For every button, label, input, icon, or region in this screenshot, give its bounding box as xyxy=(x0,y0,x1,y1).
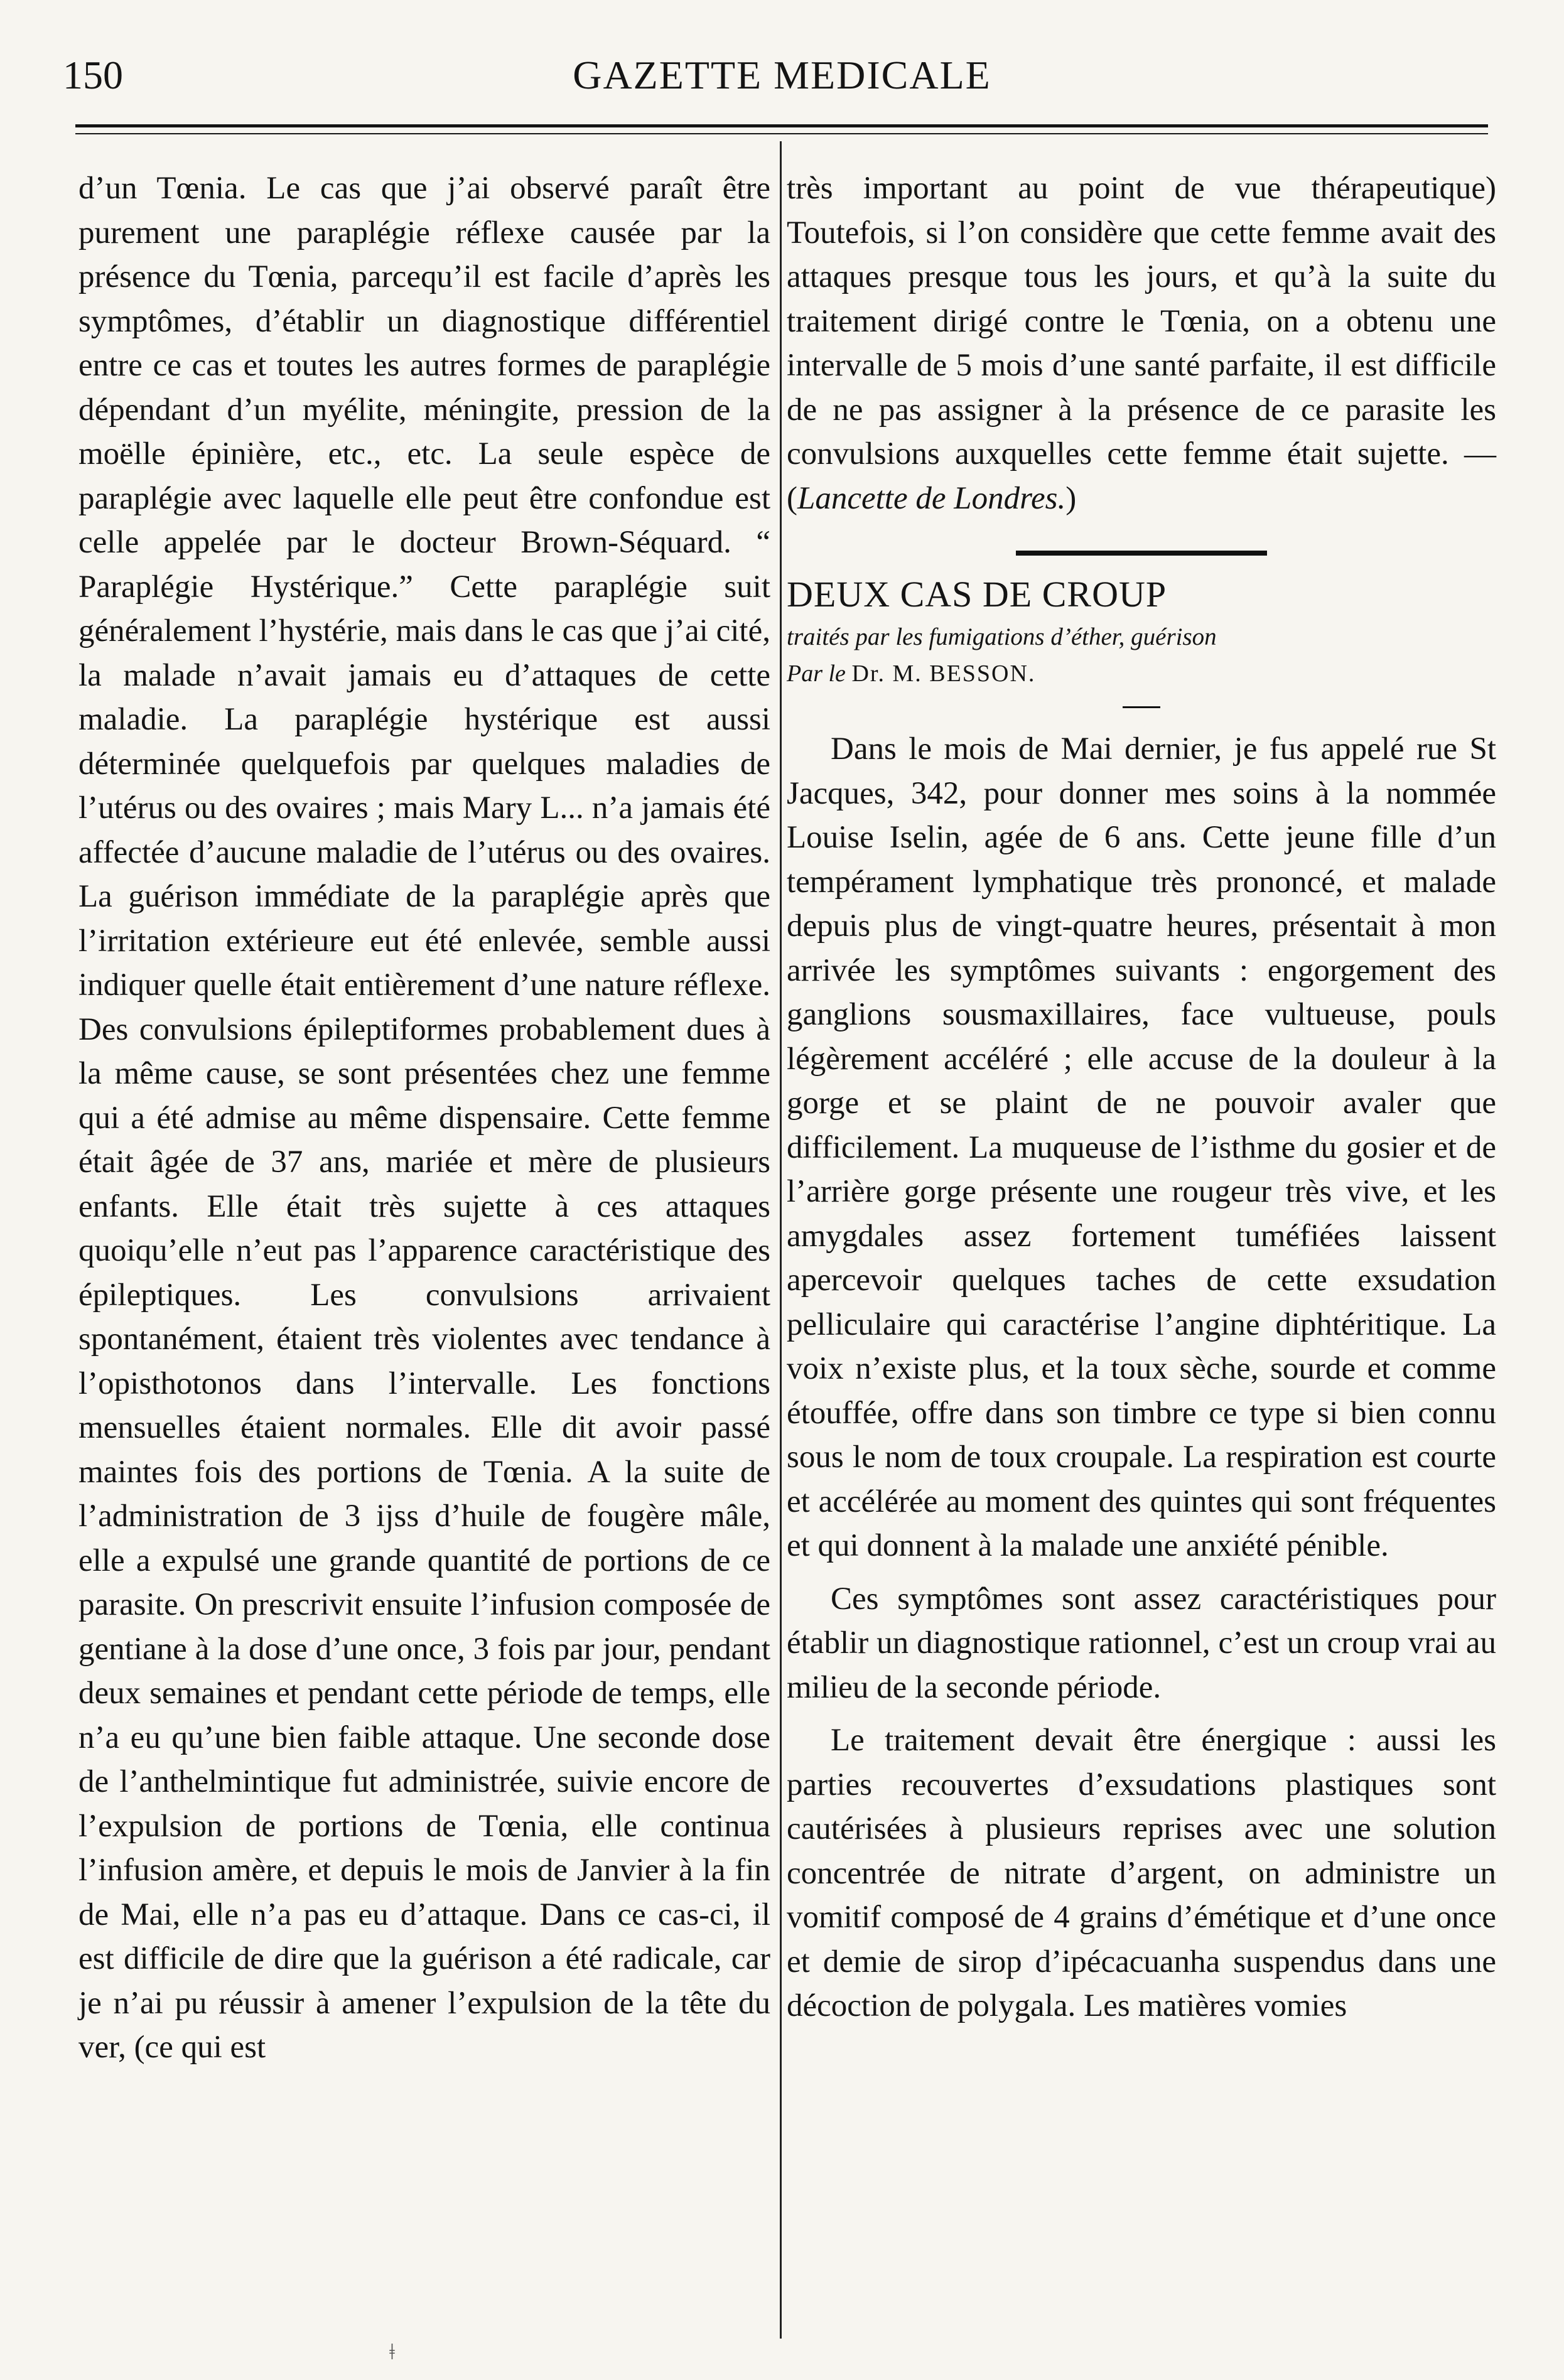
header-rule-thin xyxy=(75,133,1488,134)
article-separator xyxy=(1016,551,1267,556)
citation-close: ) xyxy=(1065,480,1077,516)
stray-print-mark: ǂ xyxy=(389,2339,395,2364)
continuation-text: très important au point de vue thérapeutique) Toutefois, si l’on considère que cette femme avait des attaques presque tous les jours, et qu’à la suite du traitement dirigé contre le Tœnia, on a obtenu une intervalle de 5 mois d’une santé parfaite, il est difficile de ne pas assigner à la présence de ce parasite les convulsions auxquelles cette femme était sujette. — ( xyxy=(787,171,1496,516)
article-author xyxy=(787,655,1496,692)
short-dash xyxy=(1123,706,1160,708)
source-citation: Lancette de Londres. xyxy=(797,480,1066,516)
paragraph-case-description: Dans le mois de Mai dernier, je fus appelé rue St Jacques, 342, pour donner mes soins à la nommée Louise Iselin, agée de 6 ans. Cette jeune fille d’un tempérament lymphatique très prononcé, et malade depuis plus de vingt-quatre heures, présentait à mon arrivée les symptômes suivants : engorgement des ganglions sousmaxillaires, face vultueuse, pouls légèrement accéléré ; elle accuse de la douleur à la gorge et se plaint de ne pouvoir avaler que difficilement. La muqueuse de l’isthme du gosier et de l’arrière gorge présente une rougeur très vive, et les amygdales assez fortement tuméfiées laissent apercevoir quelques taches de cette exsudation pelliculaire qui caractérise l’angine diphtéritique. La voix n’existe plus, et la toux sèche, sourde et comme étouffée, offre dans son timbre ce type si bien connu sous le nom de toux croupale. La respiration est courte et accélérée au moment des quintes qui sont fréquentes et qui donnent à la malade une anxiété pénible. xyxy=(787,731,1496,1563)
right-column xyxy=(787,166,1496,2028)
paragraph-treatment: Le traitement devait être énergique : aussi les parties recouvertes d’exsudations plastiques sont cautérisées à plusieurs reprises avec une solution concentrée de nitrate d’argent, on administre un vomitif composé de 4 grains d’émétique et d’une once et demie de sirop d’ipécacuanha suspendus dans une décoction de polygala. Les matières vomies xyxy=(787,1723,1496,2023)
author-prefix: Par le xyxy=(787,660,846,687)
author-name: Dr. M. BESSON. xyxy=(851,660,1036,687)
left-paragraph: d’un Tœnia. Le cas que j’ai observé paraît être purement une paraplégie réflexe causée par la présence du Tœnia, parcequ’il est facile d’après les symptômes, d’établir un diagnostique différentiel entre ce cas et toutes les autres formes de paraplégie dépendant d’un myélite, méningite, pression de la moëlle épinière, etc., etc. La seule espèce de paraplégie avec laquelle elle peut être confondue est celle appelée par le docteur Brown-Séquard. “ Paraplégie Hystérique.” Cette paraplégie suit généralement l’hystérie, mais dans le cas que j’ai cité, la malade n’avait jamais eu d’attaques de cette maladie. La paraplégie hystérique est aussi déterminée quelquefois par quelques maladies de l’utérus ou des ovaires ; mais Mary L... n’a jamais été affectée d’aucune maladie de l’utérus ou des ovaires. La guérison immédiate de la paraplégie après que l’irritation extérieure eut été enlevée, semble aussi indiquer quelle était entièrement d’une nature réflexe. Des convulsions épileptiformes probablement dues à la même cause, se sont présentées chez une femme qui a été admise au même dispensaire. Cette femme était âgée de 37 ans, mariée et mère de plusieurs enfants. Elle était très sujette à ces attaques quoiqu’elle n’eut pas l’apparence caractéristique des épileptiques. Les convulsions arrivaient spontanément, étaient très violentes avec tendance à l’opisthotonos dans l’intervalle. Les fonctions mensuelles étaient normales. Elle dit avoir passé maintes fois des portions de Tœnia. A la suite de l’administration de 3 ijss d’huile de fougère mâle, elle a expulsé une grande quantité de portions de ce parasite. On prescrivit ensuite l’infusion composée de gentiane à la dose d’une once, 3 fois par jour, pendant deux semaines et pendant cette période de temps, elle n’a eu qu’une bien faible attaque. Une seconde dose de l’anthelmintique fut administrée, suivie encore de l’expulsion de portions de Tœnia, elle continua l’infusion amère, et depuis le mois de Janvier à la fin de Mai, elle n’a pas eu d’attaque. Dans ce cas-ci, il est difficile de dire que la guérison a été radicale, car je n’ai pu réussir à amener l’expulsion de la tête du ver, (ce qui est xyxy=(78,171,770,2065)
header-rule xyxy=(75,124,1488,127)
paragraph-diagnosis: Ces symptômes sont assez caractéristiques pour établir un diagnostique rationnel, c’est un croup vrai au milieu de la seconde période. xyxy=(787,1581,1496,1705)
running-title: GAZETTE MEDICALE xyxy=(573,53,991,97)
column-divider xyxy=(780,141,782,2339)
page-header xyxy=(63,50,1501,119)
left-column xyxy=(78,166,770,2070)
article-subtitle: traités par les fumigations d’éther, guérison xyxy=(787,623,1217,650)
article-title: DEUX CAS DE CROUP xyxy=(787,574,1167,615)
page-number: 150 xyxy=(63,53,123,97)
right-paragraph-continuation xyxy=(787,166,1496,520)
